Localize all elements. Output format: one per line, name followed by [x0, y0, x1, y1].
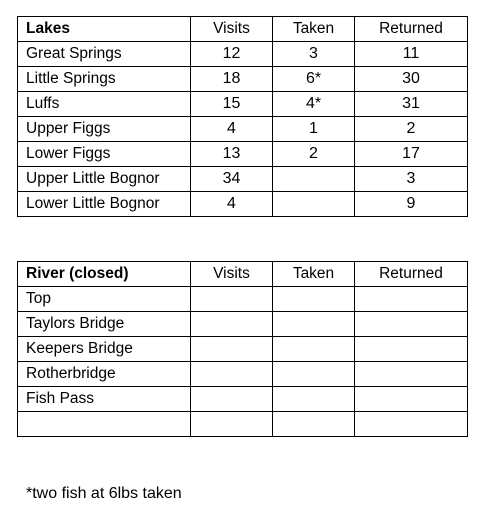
taken-cell: [273, 192, 355, 217]
row-name: Lower Figgs: [18, 142, 191, 167]
table-row: [18, 337, 468, 362]
taken-cell: [273, 362, 355, 387]
table-row: [18, 67, 468, 92]
table-row: [18, 92, 468, 117]
visits-cell: [191, 287, 273, 312]
taken-cell: 1: [273, 117, 355, 142]
taken-cell: [273, 412, 355, 437]
row-name: [18, 412, 191, 437]
footnote: *two fish at 6lbs taken: [26, 485, 182, 502]
returned-cell: 2: [355, 117, 468, 142]
visits-cell: 18: [191, 67, 273, 92]
returned-cell: [355, 337, 468, 362]
returned-cell: [355, 387, 468, 412]
visits-cell: [191, 312, 273, 337]
table-row: [18, 287, 468, 312]
table-row: [18, 362, 468, 387]
table-row: [18, 167, 468, 192]
column-header-visits: Visits: [191, 262, 273, 287]
returned-cell: [355, 287, 468, 312]
returned-cell: [355, 312, 468, 337]
table-row: [18, 117, 468, 142]
table-row: [18, 312, 468, 337]
row-name: Upper Figgs: [18, 117, 191, 142]
visits-cell: 15: [191, 92, 273, 117]
returned-cell: 31: [355, 92, 468, 117]
taken-cell: 4*: [273, 92, 355, 117]
column-header-returned: Returned: [355, 17, 468, 42]
returned-cell: [355, 362, 468, 387]
row-name: Taylors Bridge: [18, 312, 191, 337]
row-name: Top: [18, 287, 191, 312]
table-row: [18, 42, 468, 67]
returned-cell: 30: [355, 67, 468, 92]
taken-cell: 2: [273, 142, 355, 167]
returned-cell: [355, 412, 468, 437]
returned-cell: 17: [355, 142, 468, 167]
table-row: [18, 192, 468, 217]
returned-cell: 9: [355, 192, 468, 217]
taken-cell: [273, 312, 355, 337]
visits-cell: 34: [191, 167, 273, 192]
visits-cell: [191, 362, 273, 387]
visits-cell: [191, 412, 273, 437]
row-name: Upper Little Bognor: [18, 167, 191, 192]
lakes-table: [17, 16, 468, 217]
taken-cell: [273, 167, 355, 192]
table-row: [18, 387, 468, 412]
column-header-lakes: Lakes: [18, 17, 191, 42]
column-header-taken: Taken: [273, 17, 355, 42]
returned-cell: 11: [355, 42, 468, 67]
table-header-row: [18, 17, 468, 42]
visits-cell: [191, 387, 273, 412]
column-header-taken: Taken: [273, 262, 355, 287]
row-name: Fish Pass: [18, 387, 191, 412]
table-header-row: [18, 262, 468, 287]
row-name: Lower Little Bognor: [18, 192, 191, 217]
taken-cell: [273, 287, 355, 312]
column-header-visits: Visits: [191, 17, 273, 42]
visits-cell: 13: [191, 142, 273, 167]
column-header-returned: Returned: [355, 262, 468, 287]
taken-cell: [273, 337, 355, 362]
taken-cell: 3: [273, 42, 355, 67]
taken-cell: 6*: [273, 67, 355, 92]
visits-cell: 4: [191, 117, 273, 142]
taken-cell: [273, 387, 355, 412]
visits-cell: 4: [191, 192, 273, 217]
table-row: [18, 142, 468, 167]
row-name: Great Springs: [18, 42, 191, 67]
visits-cell: [191, 337, 273, 362]
row-name: Luffs: [18, 92, 191, 117]
table-row: [18, 412, 468, 437]
returned-cell: 3: [355, 167, 468, 192]
row-name: Little Springs: [18, 67, 191, 92]
river-table: [17, 261, 468, 437]
column-header-river: River (closed): [18, 262, 191, 287]
visits-cell: 12: [191, 42, 273, 67]
row-name: Rotherbridge: [18, 362, 191, 387]
row-name: Keepers Bridge: [18, 337, 191, 362]
